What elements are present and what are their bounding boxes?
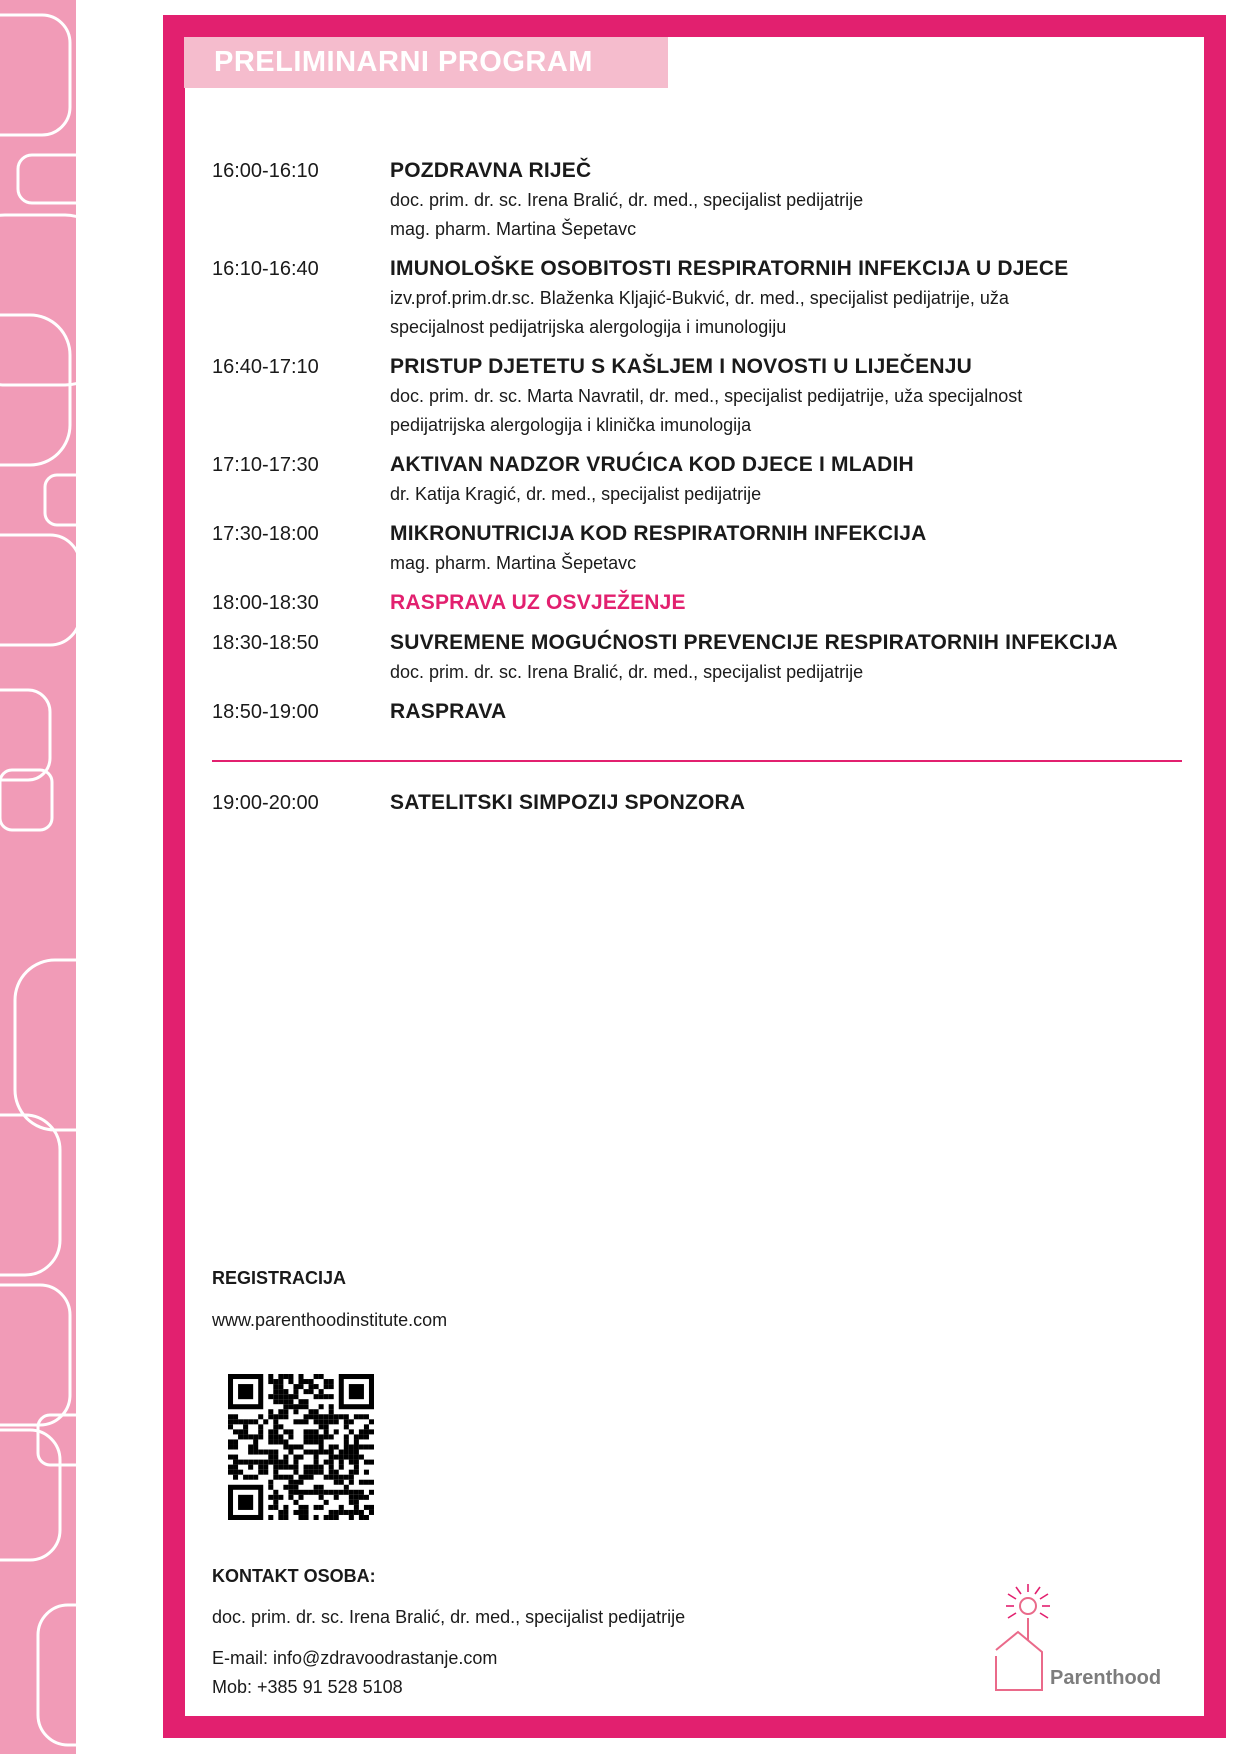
- qr-code-icon[interactable]: [228, 1374, 374, 1520]
- program-speaker: mag. pharm. Martina Šepetavc: [390, 553, 637, 573]
- program-row: [212, 352, 1182, 440]
- program-speaker: doc. prim. dr. sc. Marta Navratil, dr. med., specijalist pedijatrije, uža specijalnost: [390, 386, 1023, 406]
- symposium-time: 19:00-20:00: [212, 792, 319, 814]
- program-title: AKTIVAN NADZOR VRUĆICA KOD DJECE I MLADIH: [390, 453, 914, 476]
- program-row: [212, 588, 1182, 618]
- program-time: 17:10-17:30: [212, 454, 319, 476]
- program-time: 16:10-16:40: [212, 258, 319, 280]
- program-title: PRISTUP DJETETU S KAŠLJEM I NOVOSTI U LIJEČENJU: [390, 355, 972, 378]
- program-speaker: specijalnost pedijatrijska alergologija i imunologiju: [390, 317, 787, 337]
- program-time: 18:00-18:30: [212, 592, 319, 614]
- logo-text: Parenthood: [1050, 1667, 1162, 1689]
- program-row: [212, 156, 1182, 244]
- program-title: MIKRONUTRICIJA KOD RESPIRATORNIH INFEKCIJA: [390, 522, 927, 545]
- registration-link[interactable]: www.parenthoodinstitute.com: [212, 1310, 448, 1330]
- program-speaker: doc. prim. dr. sc. Irena Bralić, dr. med., specijalist pedijatrije: [390, 190, 864, 210]
- program-speaker: doc. prim. dr. sc. Irena Bralić, dr. med., specijalist pedijatrije: [390, 662, 864, 682]
- program-title: RASPRAVA: [390, 700, 507, 723]
- registration-label: REGISTRACIJA: [212, 1268, 347, 1288]
- program-time: 18:50-19:00: [212, 701, 319, 723]
- program-speaker: mag. pharm. Martina Šepetavc: [390, 219, 637, 239]
- divider: [212, 760, 1182, 762]
- program-row: [212, 254, 1182, 342]
- symposium-row: [212, 788, 1182, 828]
- program-row: [212, 697, 1182, 727]
- program-time: 16:00-16:10: [212, 160, 319, 182]
- program-row: [212, 450, 1182, 509]
- program-speaker: izv.prof.prim.dr.sc. Blaženka Kljajić-Bukvić, dr. med., specijalist pedijatrije, uža: [390, 288, 1009, 308]
- contact-label: KONTAKT OSOBA:: [212, 1566, 376, 1586]
- page-title: PRELIMINARNI PROGRAM: [184, 37, 668, 88]
- program-title: SUVREMENE MOGUĆNOSTI PREVENCIJE RESPIRATORNIH INFEKCIJA: [390, 631, 1118, 654]
- program-time: 17:30-18:00: [212, 523, 319, 545]
- program-row: [212, 519, 1182, 578]
- symposium-title: SATELITSKI SIMPOZIJ SPONZORA: [390, 791, 746, 814]
- contact-name: doc. prim. dr. sc. Irena Bralić, dr. med., specijalist pedijatrije: [212, 1607, 686, 1627]
- program-title: POZDRAVNA RIJEČ: [390, 159, 592, 182]
- program-schedule: [212, 156, 1182, 737]
- program-title: RASPRAVA UZ OSVJEŽENJE: [390, 591, 686, 614]
- decorative-side-strip: [0, 0, 76, 1754]
- program-time: 18:30-18:50: [212, 632, 319, 654]
- program-row: [212, 628, 1182, 687]
- program-speaker: pedijatrijska alergologija i klinička imunologija: [390, 415, 752, 435]
- contact-email[interactable]: E-mail: info@zdravoodrastanje.com: [212, 1648, 498, 1668]
- program-title: IMUNOLOŠKE OSOBITOSTI RESPIRATORNIH INFEKCIJA U DJECE: [390, 257, 1069, 280]
- program-speaker: dr. Katija Kragić, dr. med., specijalist pedijatrije: [390, 484, 762, 504]
- contact-mobile: Mob: +385 91 528 5108: [212, 1677, 403, 1697]
- program-time: 16:40-17:10: [212, 356, 319, 378]
